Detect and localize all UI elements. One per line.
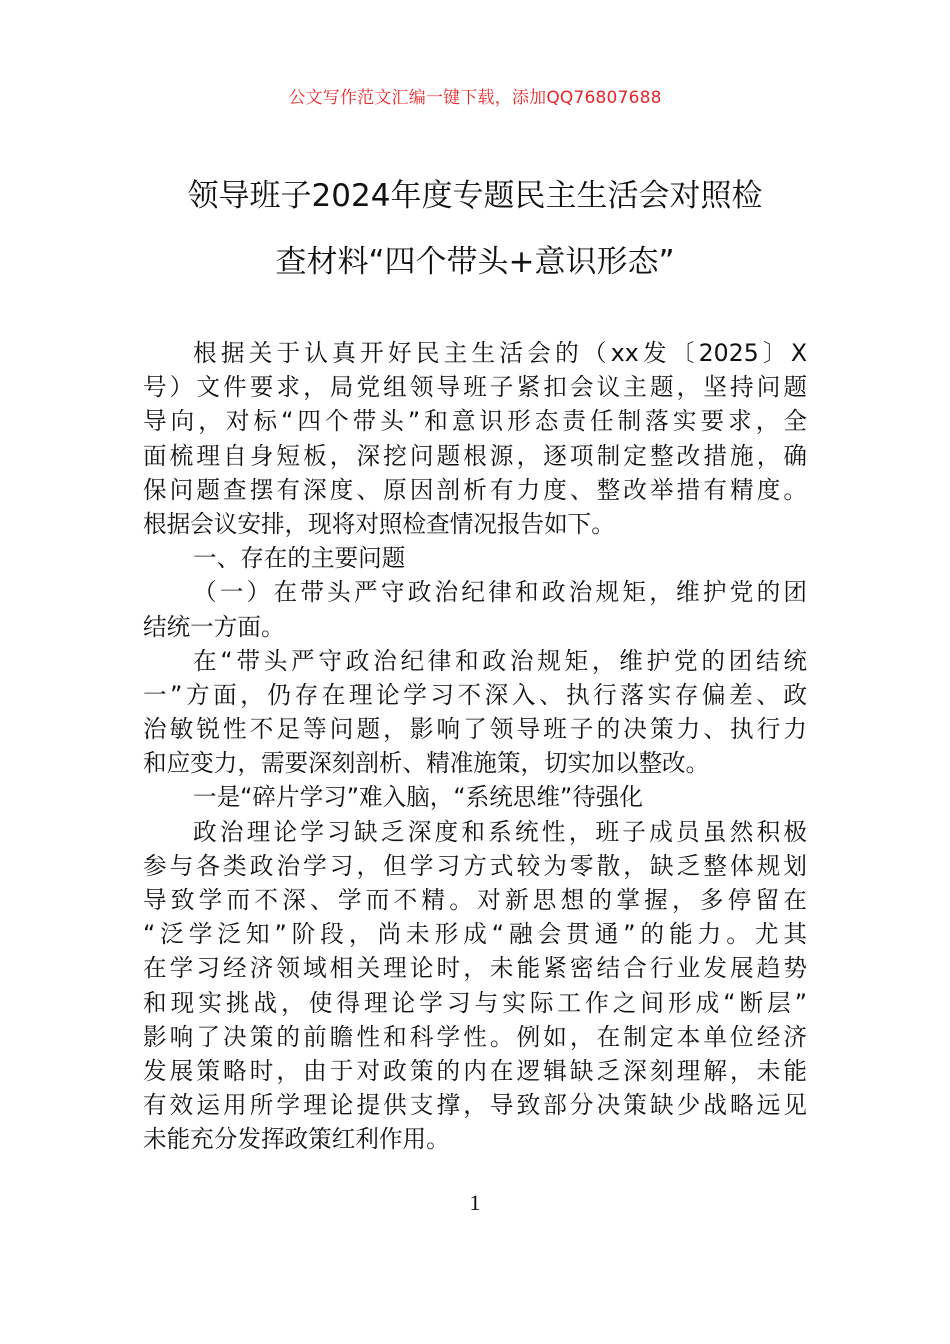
intro-paragraph-line: 导向，对标“四个带头”和意识形态责任制落实要求，全 xyxy=(143,407,807,436)
document-body xyxy=(143,336,807,1157)
intro-paragraph-line: 号）文件要求，局党组领导班子紧扣会议主题，坚持问题 xyxy=(143,373,807,402)
body-paragraph-line: 政治理论学习缺乏深度和系统性，班子成员虽然积极 xyxy=(193,817,807,846)
download-banner: 公文写作范文汇编一键下载，添加QQ76807688 xyxy=(288,88,662,108)
intro-paragraph-line: 根据会议安排，现将对照检查情况报告如下。 xyxy=(143,509,615,538)
body-paragraph-line: 影响了决策的前瞻性和科学性。例如，在制定本单位经济 xyxy=(143,1022,807,1051)
body-paragraph-line: 发展策略时，由于对政策的内在逻辑缺乏深刻理解，未能 xyxy=(143,1056,807,1085)
body-paragraph-line: “泛学泛知”阶段，尚未形成“融会贯通”的能力。尤其 xyxy=(143,920,807,949)
body-paragraph-line: 在学习经济领域相关理论时，未能紧密结合行业发展趋势 xyxy=(143,954,807,983)
intro-paragraph-line: 面梳理自身短板，深挖问题根源，逐项制定整改措施，确 xyxy=(143,441,807,470)
body-paragraph-line: 导致学而不深、学而不精。对新思想的掌握，多停留在 xyxy=(143,886,807,914)
intro-paragraph-line: 根据关于认真开好民主生活会的（xx发〔2025〕X xyxy=(193,339,807,367)
intro-paragraph-line: 保问题查摆有深度、原因剖析有力度、整改举措有精度。 xyxy=(143,475,807,504)
body-paragraph-line: 和应变力，需要深刻剖析、精准施策，切实加以整改。 xyxy=(143,749,710,778)
document-title-line-1: 领导班子2024年度专题民主生活会对照检 xyxy=(187,178,763,214)
body-paragraph-line: 治敏锐性不足等问题，影响了领导班子的决策力、执行力 xyxy=(143,715,807,744)
body-paragraph-line: 参与各类政治学习，但学习方式较为零散，缺乏整体规划 xyxy=(143,851,807,880)
body-paragraph-line: 一”方面，仍存在理论学习不深入、执行落实存偏差、政 xyxy=(143,680,807,709)
body-paragraph-line: 有效运用所学理论提供支撑，导致部分决策缺少战略远见 xyxy=(143,1091,807,1120)
point-heading: 一是“碎片学习”难入脑，“系统思维”待强化 xyxy=(193,783,643,812)
subsection-heading-line: 结统一方面。 xyxy=(143,612,285,641)
document-title-line-2: 查材料“四个带头+意识形态” xyxy=(275,244,675,280)
body-paragraph-line: 未能充分发挥政策红利作用。 xyxy=(143,1125,450,1154)
body-paragraph-line: 和现实挑战，使得理论学习与实际工作之间形成“断层” xyxy=(143,988,807,1017)
page-number: 1 xyxy=(469,1190,481,1215)
section-heading: 一、存在的主要问题 xyxy=(193,544,406,573)
subsection-heading-line: （一）在带头严守政治纪律和政治规矩，维护党的团 xyxy=(193,578,807,607)
body-paragraph-line: 在“带头严守政治纪律和政治规矩，维护党的团结统 xyxy=(193,646,807,675)
